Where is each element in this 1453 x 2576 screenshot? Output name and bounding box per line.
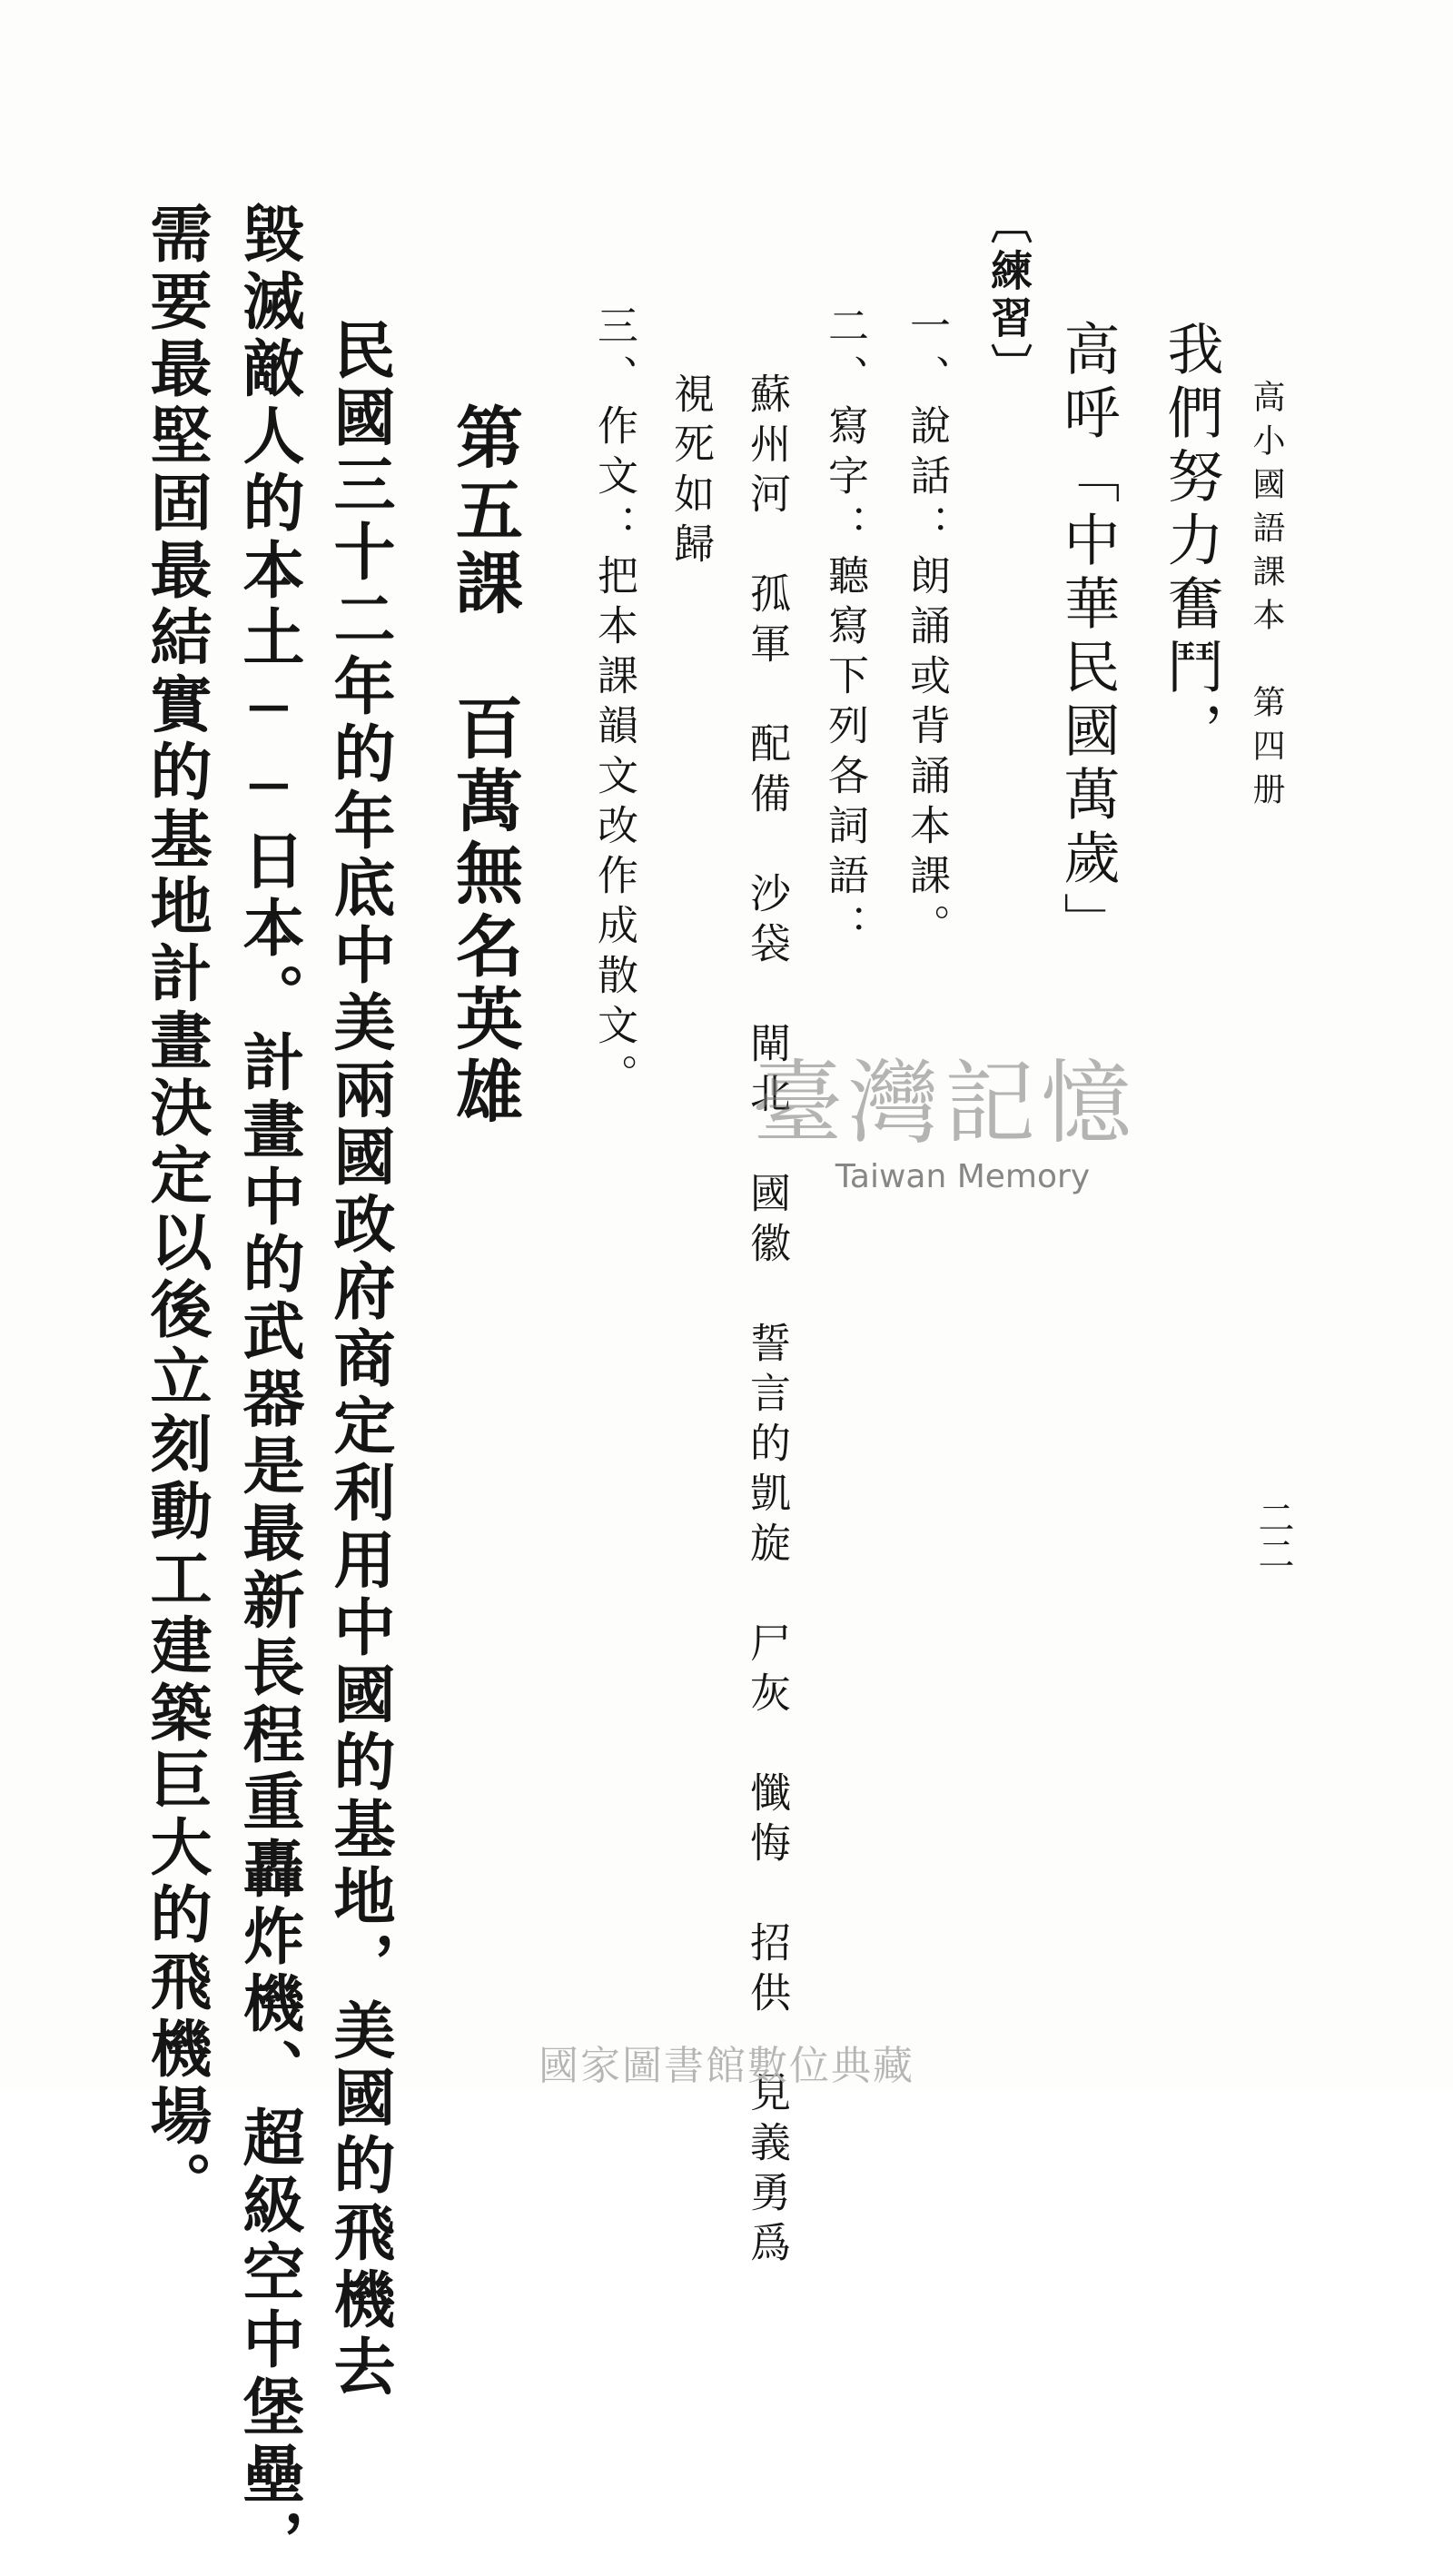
watermark (717, 1050, 1171, 1195)
exercise-item-3: 三、作文：把本課韻文改作成散文。 (590, 304, 638, 1104)
watermark-chinese: 臺灣記憶 (752, 1050, 1137, 1156)
watermark-english: Taiwan Memory (835, 1158, 1091, 1195)
lesson-body-line: 需要最堅固最結實的基地計畫決定以後立刻動工建築巨大的飛機場。 (140, 202, 213, 2218)
lesson-body-line: 毀滅敵人的本土──日本。計畫中的武器是最新長程重轟炸機、超級空中堡壘， (232, 202, 305, 2576)
footer-credit: 國家圖書館數位典藏 (539, 2043, 914, 2089)
poem-line-1: 我們努力奮鬥， (1158, 320, 1224, 765)
exercise-item-2: 二、寫字：聽寫下列各詞語： (821, 304, 869, 954)
exercise-heading: 〔練習〕 (984, 202, 1033, 391)
lesson-body-line: 民國三十二年的年底中美兩國政府商定利用中國的基地，美國的飛機去 (323, 318, 396, 2402)
lesson-title: 第五課 百萬無名英雄 (445, 402, 523, 1129)
exercise-item-2-words-cont: 視死如歸 (667, 372, 715, 572)
poem-line-2: 高呼「中華民國萬歲」 (1054, 320, 1121, 956)
exercise-item-1: 一、說話：朗誦或背誦本課。 (903, 304, 951, 954)
exercise-item-2-words: 蘇州河 孤軍 配備 沙袋 閘北 國徽 誓言的凱旋 尸灰 懺悔 招供 見義勇爲 (743, 372, 791, 2271)
page-number: 二二 (1252, 1499, 1294, 1571)
running-header: 高小國語課本 第四册 (1248, 380, 1285, 816)
